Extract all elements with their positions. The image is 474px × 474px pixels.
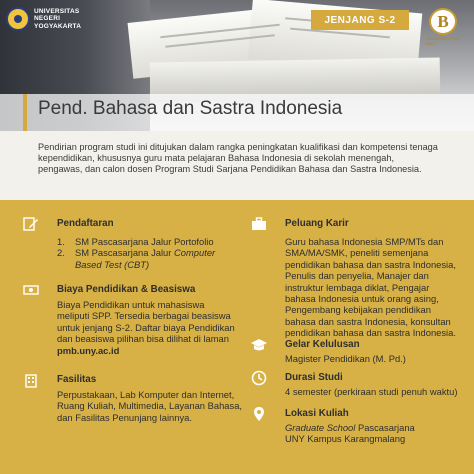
gelar-text: Magister Pendidikan (M. Pd.): [285, 353, 406, 364]
list-number: 2.: [57, 247, 65, 259]
lokasi-plain: Pascasarjana: [355, 422, 415, 433]
pendaftaran-heading: Pendaftaran: [57, 218, 114, 229]
title-accent-bar: [23, 94, 27, 131]
list-item: [57, 247, 237, 270]
durasi-heading: Durasi Studi: [285, 372, 343, 383]
lokasi-text: [285, 422, 474, 445]
jenjang-badge: JENJANG S-2: [311, 10, 409, 30]
gelar-heading: Gelar Kelulusan: [285, 339, 360, 350]
briefcase-icon: [251, 216, 267, 232]
accreditation-seal: [426, 8, 460, 46]
lokasi-line-2: UNY Kampus Karangmalang: [285, 433, 406, 445]
fasilitas-text: Perpustakaan, Lab Komputer dan Internet, Ruang Kuliah, Multimedia, Layanan Bahasa, dan Fasilitas Penunjang lainnya.: [57, 389, 243, 423]
lokasi-heading: Lokasi Kuliah: [285, 408, 349, 419]
fasilitas-heading: Fasilitas: [57, 374, 97, 385]
list-item: [57, 236, 237, 247]
durasi-text: 4 semester (perkiraan studi penuh waktu): [285, 386, 458, 397]
accreditation-letter: B: [429, 8, 457, 35]
lokasi-italic: Graduate School: [285, 422, 356, 433]
list-item-text: SM Pascasarjana Jalur Portofolio: [75, 236, 214, 247]
list-item-text-italic: Computer Based Test (CBT): [75, 247, 216, 270]
intro-text: Pendirian program studi ini ditujukan dalam rangka peningkatan kualifikasi dan kompetensi tenaga kependidikan, khususnya guru mata pelajaran Bahasa Indonesia di sekolah menengah, pengawas, dan calon dosen Program Studi Sarjana Pendidikan Bahasa dan Sastra Indonesia.: [38, 142, 438, 174]
logo-line-3: YOGYAKARTA: [34, 22, 82, 30]
lokasi-line-1: [285, 422, 474, 433]
location-pin-icon: [251, 406, 267, 422]
logo-line-1: UNIVERSITAS: [34, 7, 80, 15]
biaya-heading: Biaya Pendidikan & Beasiswa: [57, 284, 196, 295]
list-item-text-plain: SM Pascasarjana Jalur: [75, 247, 175, 259]
list-item-text: [75, 247, 237, 270]
page-title: Pend. Bahasa dan Sastra Indonesia: [38, 98, 343, 119]
biaya-description: Biaya Pendidikan untuk mahasiswa meliputi SPP. Tersedia berbagai beasiswa untuk jenjang S-2. Daftar biaya Pendidikan dan beasiswa pilihan bisa dilihat di laman: [57, 299, 235, 345]
logo-text: [34, 8, 81, 31]
building-icon: [23, 372, 39, 388]
biaya-text: [57, 299, 237, 356]
pmb-link[interactable]: pmb.uny.ac.id: [57, 344, 120, 356]
peluang-heading: Peluang Karir: [285, 218, 349, 229]
pendaftaran-list: [57, 236, 237, 270]
university-logo: [6, 7, 81, 31]
uny-emblem-icon: [6, 7, 30, 31]
peluang-text: Guru bahasa Indonesia SMP/MTs dan SMA/MA/SMK, peneliti semenjana pendidikan bahasa dan sastra Indonesia, Penulis dan penyelia, Manajer dan instruktur lembaga diklat, Pengajar bahasa Indonesia untuk orang asing, Pengembang kebijakan pendidikan bahasa dan sastra Indonesia, konsultan pendidikan bahasa dan sastra Indonesia.: [285, 236, 456, 339]
edit-pencil-icon: [23, 216, 39, 232]
accreditation-caption: TERAKREDITASI BAIK: [425, 36, 461, 46]
money-icon: [23, 282, 39, 298]
graduation-cap-icon: [251, 337, 267, 353]
clock-icon: [251, 370, 267, 386]
logo-line-2: NEGERI: [34, 15, 61, 23]
list-number: 1.: [57, 236, 65, 247]
